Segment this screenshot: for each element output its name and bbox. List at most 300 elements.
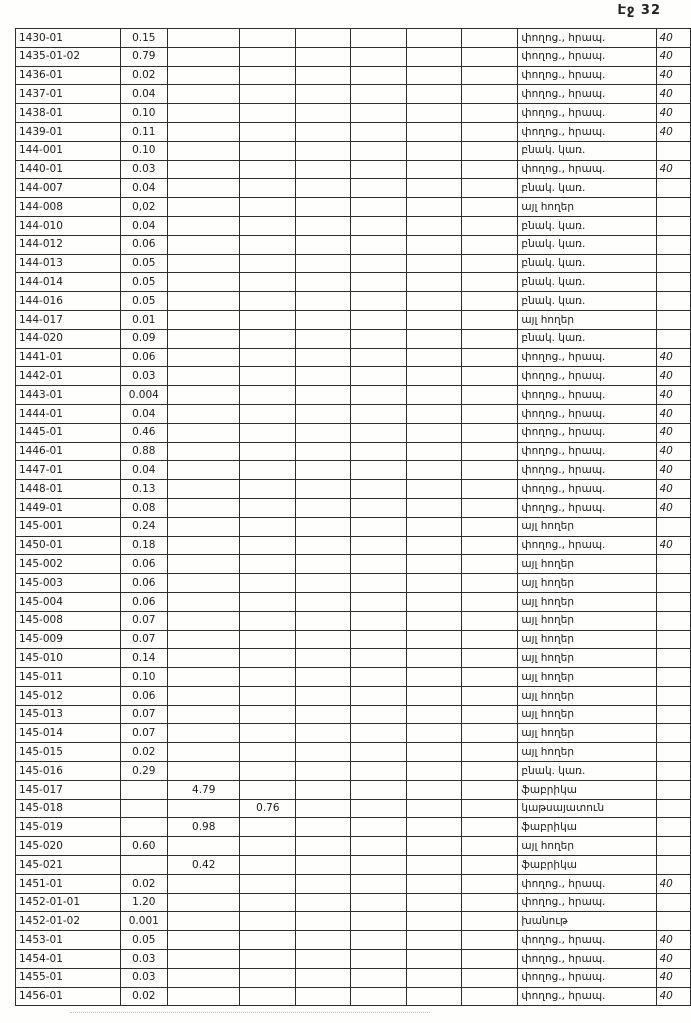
parcel-id-cell: 1449-01 xyxy=(16,498,121,517)
table-row xyxy=(16,705,691,724)
parcel-id-cell: 144-013 xyxy=(16,254,121,273)
area-value-cell-3 xyxy=(240,950,296,969)
parcel-id-cell: 1442-01 xyxy=(16,367,121,386)
parcel-id-cell: 145-011 xyxy=(16,668,121,687)
land-use-cell: այլ հողեր xyxy=(518,649,656,668)
empty-cell xyxy=(351,686,407,705)
land-use-cell: փողոց., հրապ. xyxy=(518,85,656,104)
area-value-cell-3 xyxy=(240,367,296,386)
empty-cell xyxy=(296,743,351,762)
empty-cell xyxy=(296,780,351,799)
margin-mark xyxy=(656,630,691,649)
area-value-cell-3 xyxy=(240,235,296,254)
empty-cell xyxy=(407,837,462,856)
parcel-id-cell: 1437-01 xyxy=(16,85,121,104)
empty-cell xyxy=(351,968,407,987)
table-row xyxy=(16,912,691,931)
margin-mark xyxy=(656,216,691,235)
area-value-cell-2 xyxy=(168,216,240,235)
empty-cell xyxy=(351,705,407,724)
empty-cell xyxy=(462,592,518,611)
land-use-cell: փողոց., հրապ. xyxy=(518,968,656,987)
empty-cell xyxy=(351,950,407,969)
table-row xyxy=(16,179,691,198)
table-row xyxy=(16,762,691,781)
empty-cell xyxy=(462,47,518,66)
area-value-cell: 0.05 xyxy=(120,292,168,311)
parcel-id-cell: 1453-01 xyxy=(16,931,121,950)
area-value-cell-3 xyxy=(240,348,296,367)
empty-cell xyxy=(296,592,351,611)
empty-cell xyxy=(407,122,462,141)
area-value-cell-2 xyxy=(168,480,240,499)
empty-cell xyxy=(296,141,351,160)
margin-mark xyxy=(656,686,691,705)
land-use-cell: այլ հողեր xyxy=(518,555,656,574)
empty-cell xyxy=(296,649,351,668)
empty-cell xyxy=(296,931,351,950)
area-value-cell-3 xyxy=(240,780,296,799)
empty-cell xyxy=(351,480,407,499)
area-value-cell: 1.20 xyxy=(120,893,168,912)
empty-cell xyxy=(462,630,518,649)
empty-cell xyxy=(296,104,351,123)
area-value-cell-3 xyxy=(240,592,296,611)
empty-cell xyxy=(351,198,407,217)
area-value-cell-3 xyxy=(240,874,296,893)
land-use-cell: փողոց., հրապ. xyxy=(518,442,656,461)
empty-cell xyxy=(462,536,518,555)
land-use-cell: այլ հողեր xyxy=(518,686,656,705)
parcel-id-cell: 144-008 xyxy=(16,198,121,217)
empty-cell xyxy=(407,442,462,461)
empty-cell xyxy=(351,592,407,611)
area-value-cell-3 xyxy=(240,536,296,555)
empty-cell xyxy=(296,367,351,386)
area-value-cell xyxy=(120,856,168,875)
land-use-cell: խանութ xyxy=(518,912,656,931)
empty-cell xyxy=(407,931,462,950)
empty-cell xyxy=(407,423,462,442)
area-value-cell-2 xyxy=(168,85,240,104)
empty-cell xyxy=(351,780,407,799)
empty-cell xyxy=(462,574,518,593)
margin-mark xyxy=(656,818,691,837)
area-value-cell: 0.46 xyxy=(120,423,168,442)
area-value-cell-2 xyxy=(168,122,240,141)
empty-cell xyxy=(407,780,462,799)
margin-mark xyxy=(656,724,691,743)
empty-cell xyxy=(462,198,518,217)
area-value-cell: 0.07 xyxy=(120,611,168,630)
empty-cell xyxy=(407,104,462,123)
area-value-cell: 0.06 xyxy=(120,348,168,367)
parcel-id-cell: 145-013 xyxy=(16,705,121,724)
parcel-id-cell: 1454-01 xyxy=(16,950,121,969)
area-value-cell: 0.05 xyxy=(120,273,168,292)
empty-cell xyxy=(462,724,518,743)
area-value-cell: 0.11 xyxy=(120,122,168,141)
empty-cell xyxy=(407,799,462,818)
land-use-cell: այլ հողեր xyxy=(518,611,656,630)
area-value-cell: 0.15 xyxy=(120,29,168,48)
parcel-id-cell: 1456-01 xyxy=(16,987,121,1006)
parcel-id-cell: 145-014 xyxy=(16,724,121,743)
parcel-id-cell: 145-017 xyxy=(16,780,121,799)
area-value-cell-2 xyxy=(168,874,240,893)
margin-mark: 40 xyxy=(656,404,691,423)
table-row xyxy=(16,29,691,48)
empty-cell xyxy=(351,141,407,160)
area-value-cell xyxy=(120,818,168,837)
empty-cell xyxy=(351,310,407,329)
parcel-id-cell: 145-008 xyxy=(16,611,121,630)
table-row xyxy=(16,968,691,987)
land-use-cell: փողոց., հրապ. xyxy=(518,404,656,423)
land-use-cell: բնակ. կառ. xyxy=(518,216,656,235)
table-row xyxy=(16,461,691,480)
area-value-cell-2 xyxy=(168,649,240,668)
empty-cell xyxy=(407,386,462,405)
margin-mark xyxy=(656,292,691,311)
margin-mark xyxy=(656,198,691,217)
land-use-cell: բնակ. կառ. xyxy=(518,141,656,160)
area-value-cell-3 xyxy=(240,818,296,837)
empty-cell xyxy=(462,931,518,950)
empty-cell xyxy=(296,987,351,1006)
area-value-cell-3 xyxy=(240,968,296,987)
empty-cell xyxy=(351,386,407,405)
margin-mark: 40 xyxy=(656,423,691,442)
empty-cell xyxy=(296,198,351,217)
empty-cell xyxy=(462,216,518,235)
area-value-cell: 0.06 xyxy=(120,686,168,705)
empty-cell xyxy=(351,254,407,273)
empty-cell xyxy=(462,893,518,912)
margin-mark: 40 xyxy=(656,931,691,950)
empty-cell xyxy=(407,517,462,536)
empty-cell xyxy=(296,837,351,856)
table-row xyxy=(16,931,691,950)
parcel-id-cell: 145-002 xyxy=(16,555,121,574)
area-value-cell-2 xyxy=(168,705,240,724)
margin-mark xyxy=(656,329,691,348)
empty-cell xyxy=(407,329,462,348)
empty-cell xyxy=(296,818,351,837)
empty-cell xyxy=(407,668,462,687)
area-value-cell-2: 0.42 xyxy=(168,856,240,875)
margin-mark xyxy=(656,555,691,574)
empty-cell xyxy=(296,329,351,348)
area-value-cell-2 xyxy=(168,310,240,329)
empty-cell xyxy=(407,592,462,611)
table-row xyxy=(16,743,691,762)
empty-cell xyxy=(296,555,351,574)
margin-mark: 40 xyxy=(656,461,691,480)
parcel-id-cell: 1438-01 xyxy=(16,104,121,123)
margin-mark xyxy=(656,574,691,593)
area-value-cell: 0.29 xyxy=(120,762,168,781)
area-value-cell-2 xyxy=(168,498,240,517)
table-row xyxy=(16,893,691,912)
parcel-id-cell: 144-020 xyxy=(16,329,121,348)
empty-cell xyxy=(296,29,351,48)
empty-cell xyxy=(462,818,518,837)
table-row xyxy=(16,216,691,235)
area-value-cell xyxy=(120,799,168,818)
empty-cell xyxy=(407,404,462,423)
area-value-cell-3 xyxy=(240,198,296,217)
margin-mark xyxy=(656,611,691,630)
empty-cell xyxy=(462,29,518,48)
empty-cell xyxy=(462,480,518,499)
table-row xyxy=(16,630,691,649)
land-use-cell: բնակ. կառ. xyxy=(518,762,656,781)
table-body xyxy=(16,29,691,1006)
empty-cell xyxy=(407,555,462,574)
land-use-cell: այլ հողեր xyxy=(518,630,656,649)
table-row xyxy=(16,592,691,611)
area-value-cell-3 xyxy=(240,216,296,235)
empty-cell xyxy=(407,480,462,499)
empty-cell xyxy=(407,893,462,912)
area-value-cell: 0.06 xyxy=(120,555,168,574)
area-value-cell: 0.02 xyxy=(120,987,168,1006)
table-row xyxy=(16,686,691,705)
empty-cell xyxy=(351,724,407,743)
area-value-cell-2 xyxy=(168,592,240,611)
empty-cell xyxy=(296,536,351,555)
empty-cell xyxy=(462,386,518,405)
area-value-cell-2: 0.98 xyxy=(168,818,240,837)
area-value-cell-2 xyxy=(168,799,240,818)
empty-cell xyxy=(296,273,351,292)
parcel-id-cell: 1436-01 xyxy=(16,66,121,85)
area-value-cell: 0.05 xyxy=(120,931,168,950)
area-value-cell: 0.05 xyxy=(120,254,168,273)
parcel-id-cell: 144-012 xyxy=(16,235,121,254)
area-value-cell: 0.02 xyxy=(120,66,168,85)
land-use-cell: փողոց., հրապ. xyxy=(518,987,656,1006)
land-use-cell: փողոց., հրապ. xyxy=(518,480,656,499)
table-row xyxy=(16,950,691,969)
table-row xyxy=(16,799,691,818)
parcel-id-cell: 145-001 xyxy=(16,517,121,536)
table-row xyxy=(16,235,691,254)
land-use-cell: բնակ. կառ. xyxy=(518,254,656,273)
empty-cell xyxy=(296,348,351,367)
empty-cell xyxy=(296,630,351,649)
empty-cell xyxy=(351,762,407,781)
parcel-id-cell: 1446-01 xyxy=(16,442,121,461)
parcel-id-cell: 1452-01-01 xyxy=(16,893,121,912)
area-value-cell: 0.03 xyxy=(120,950,168,969)
area-value-cell: 0.01 xyxy=(120,310,168,329)
land-use-cell: ֆաբրիկա xyxy=(518,818,656,837)
land-use-cell: փողոց., հրապ. xyxy=(518,893,656,912)
area-value-cell-3 xyxy=(240,574,296,593)
table-row xyxy=(16,367,691,386)
empty-cell xyxy=(462,517,518,536)
empty-cell xyxy=(407,630,462,649)
area-value-cell-3 xyxy=(240,404,296,423)
table-row xyxy=(16,874,691,893)
empty-cell xyxy=(462,367,518,386)
empty-cell xyxy=(351,348,407,367)
area-value-cell-3 xyxy=(240,893,296,912)
table-row xyxy=(16,780,691,799)
area-value-cell-2 xyxy=(168,348,240,367)
area-value-cell-2 xyxy=(168,931,240,950)
margin-mark: 40 xyxy=(656,950,691,969)
area-value-cell-2 xyxy=(168,104,240,123)
parcel-id-cell: 1440-01 xyxy=(16,160,121,179)
empty-cell xyxy=(462,649,518,668)
parcel-id-cell: 145-009 xyxy=(16,630,121,649)
empty-cell xyxy=(407,987,462,1006)
land-use-cell: փողոց., հրապ. xyxy=(518,122,656,141)
table-row xyxy=(16,536,691,555)
parcel-id-cell: 1447-01 xyxy=(16,461,121,480)
parcel-id-cell: 145-012 xyxy=(16,686,121,705)
area-value-cell-3 xyxy=(240,686,296,705)
table-row xyxy=(16,348,691,367)
empty-cell xyxy=(296,122,351,141)
area-value-cell-2 xyxy=(168,574,240,593)
empty-cell xyxy=(407,968,462,987)
table-row xyxy=(16,574,691,593)
page-number-label: Էջ 32 xyxy=(617,3,661,18)
table-row xyxy=(16,85,691,104)
area-value-cell-2 xyxy=(168,912,240,931)
empty-cell xyxy=(351,611,407,630)
empty-cell xyxy=(462,160,518,179)
empty-cell xyxy=(351,743,407,762)
area-value-cell-2 xyxy=(168,235,240,254)
area-value-cell: 0.18 xyxy=(120,536,168,555)
empty-cell xyxy=(462,611,518,630)
table-row xyxy=(16,668,691,687)
area-value-cell: 0.10 xyxy=(120,668,168,687)
empty-cell xyxy=(296,893,351,912)
area-value-cell: 0.04 xyxy=(120,85,168,104)
empty-cell xyxy=(407,762,462,781)
empty-cell xyxy=(462,461,518,480)
empty-cell xyxy=(407,536,462,555)
empty-cell xyxy=(296,705,351,724)
empty-cell xyxy=(296,66,351,85)
area-value-cell: 0.04 xyxy=(120,461,168,480)
empty-cell xyxy=(296,912,351,931)
land-use-cell: փողոց., հրապ. xyxy=(518,931,656,950)
area-value-cell-3 xyxy=(240,912,296,931)
empty-cell xyxy=(296,85,351,104)
empty-cell xyxy=(462,968,518,987)
table-row xyxy=(16,818,691,837)
table-row xyxy=(16,47,691,66)
parcel-id-cell: 1444-01 xyxy=(16,404,121,423)
empty-cell xyxy=(407,574,462,593)
area-value-cell: 0.004 xyxy=(120,386,168,405)
margin-mark: 40 xyxy=(656,480,691,499)
area-value-cell-2 xyxy=(168,724,240,743)
empty-cell xyxy=(407,310,462,329)
empty-cell xyxy=(296,461,351,480)
parcel-id-cell: 144-016 xyxy=(16,292,121,311)
margin-mark xyxy=(656,780,691,799)
area-value-cell-2 xyxy=(168,893,240,912)
land-use-cell: բնակ. կառ. xyxy=(518,292,656,311)
area-value-cell-2: 4.79 xyxy=(168,780,240,799)
empty-cell xyxy=(462,987,518,1006)
empty-cell xyxy=(351,668,407,687)
area-value-cell-2 xyxy=(168,66,240,85)
empty-cell xyxy=(462,292,518,311)
empty-cell xyxy=(462,104,518,123)
empty-cell xyxy=(351,85,407,104)
margin-mark xyxy=(656,856,691,875)
table-row xyxy=(16,480,691,499)
area-value-cell: 0.06 xyxy=(120,574,168,593)
table-row xyxy=(16,423,691,442)
land-use-cell: փողոց., հրապ. xyxy=(518,536,656,555)
area-value-cell-3 xyxy=(240,724,296,743)
empty-cell xyxy=(351,104,407,123)
scan-artifact xyxy=(70,1012,430,1013)
area-value-cell: 0.10 xyxy=(120,104,168,123)
empty-cell xyxy=(407,292,462,311)
land-use-cell: փողոց., հրապ. xyxy=(518,104,656,123)
empty-cell xyxy=(296,160,351,179)
empty-cell xyxy=(407,686,462,705)
empty-cell xyxy=(462,668,518,687)
empty-cell xyxy=(351,66,407,85)
empty-cell xyxy=(462,743,518,762)
empty-cell xyxy=(296,517,351,536)
area-value-cell-2 xyxy=(168,292,240,311)
land-use-cell: այլ հողեր xyxy=(518,705,656,724)
empty-cell xyxy=(296,874,351,893)
parcel-id-cell: 145-003 xyxy=(16,574,121,593)
empty-cell xyxy=(462,837,518,856)
area-value-cell: 0.14 xyxy=(120,649,168,668)
area-value-cell-2 xyxy=(168,950,240,969)
area-value-cell: 0.07 xyxy=(120,630,168,649)
empty-cell xyxy=(462,856,518,875)
margin-mark: 40 xyxy=(656,122,691,141)
parcel-id-cell: 1455-01 xyxy=(16,968,121,987)
land-use-cell: այլ հողեր xyxy=(518,574,656,593)
land-use-cell: այլ հողեր xyxy=(518,592,656,611)
parcel-id-cell: 1439-01 xyxy=(16,122,121,141)
empty-cell xyxy=(462,66,518,85)
area-value-cell-2 xyxy=(168,686,240,705)
empty-cell xyxy=(296,480,351,499)
empty-cell xyxy=(462,404,518,423)
area-value-cell-3 xyxy=(240,649,296,668)
empty-cell xyxy=(407,254,462,273)
margin-mark xyxy=(656,517,691,536)
area-value-cell: 0.24 xyxy=(120,517,168,536)
empty-cell xyxy=(351,122,407,141)
empty-cell xyxy=(296,292,351,311)
area-value-cell: 0.04 xyxy=(120,404,168,423)
area-value-cell: 0.60 xyxy=(120,837,168,856)
parcel-id-cell: 1451-01 xyxy=(16,874,121,893)
empty-cell xyxy=(351,912,407,931)
empty-cell xyxy=(462,799,518,818)
area-value-cell-2 xyxy=(168,160,240,179)
